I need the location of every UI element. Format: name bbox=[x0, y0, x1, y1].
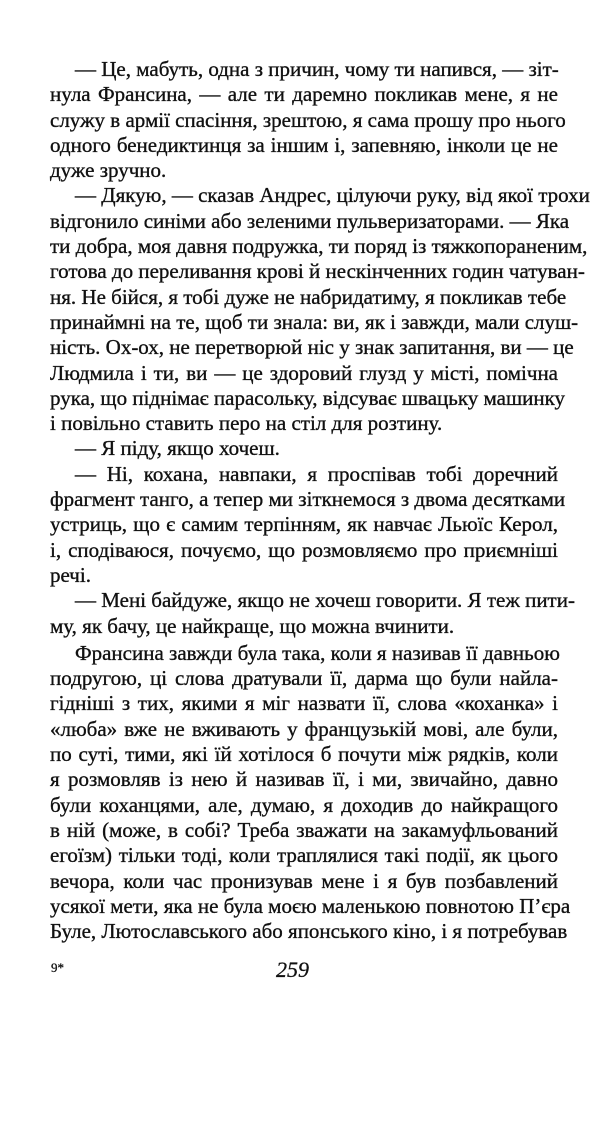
paragraph bbox=[50, 461, 566, 588]
text-line: ність. Ох-ох, не перетворюй ніс у знак запитання, ви — це bbox=[50, 335, 574, 360]
paragraph bbox=[50, 640, 571, 945]
text-line: «люба» вже не вживають у французькій мові, але були, bbox=[50, 716, 558, 741]
text-line: усякої мети, яка не була моєю маленькою повнотою П’єра bbox=[50, 893, 571, 918]
paragraph bbox=[50, 57, 566, 183]
text-line: му, як бачу, це найкраще, що можна вчинити. bbox=[50, 613, 455, 638]
paragraph bbox=[50, 436, 558, 461]
text-line: егоїзм) тільки тоді, коли траплялися такі події, як цього bbox=[50, 843, 558, 868]
text-line: — Мені байдуже, якщо не хочеш говорити. Я теж пити- bbox=[75, 588, 575, 613]
text-line: по суті, тими, які їй хотілося б почути між рядків, коли bbox=[50, 742, 558, 767]
text-line: одного бенедиктинця за іншим і, запевняю, інколи це не bbox=[50, 132, 558, 157]
text-line: Буле, Лютославського або японського кіно, і я потребував bbox=[50, 919, 568, 944]
text-line: ня. Не бійся, я тобі дуже не набридатиму, я покликав тебе bbox=[50, 284, 567, 309]
text-line: відгонило синіми або зеленими пульверизаторами. — Яка bbox=[50, 208, 570, 233]
text-line: нула Франсина, — але ти даремно покликав мене, я не bbox=[50, 82, 558, 107]
paragraph bbox=[50, 183, 590, 436]
text-line: дуже зручно. bbox=[50, 158, 167, 183]
text-line: Людмила і ти, ви — це здоровий глузд у місті, помічна bbox=[50, 360, 558, 385]
text-line: і повільно ставить перо на стіл для розтину. bbox=[50, 411, 443, 436]
text-line: і, сподіваюся, почуємо, що розмовляємо про приємніші bbox=[50, 537, 558, 562]
body-text bbox=[50, 57, 590, 944]
text-line: в ній (може, в собі? Треба зважати на закамуфльований bbox=[50, 817, 558, 842]
text-line: — Я піду, якщо хочеш. bbox=[75, 436, 280, 461]
page-number: 259 bbox=[276, 957, 309, 982]
text-line: фрагмент танго, а тепер ми зіткнемося з двома десятками bbox=[50, 487, 566, 512]
text-line: устриць, що є самим терпінням, як навчає Льюїс Керол, bbox=[50, 512, 558, 537]
text-line: — Це, мабуть, одна з причин, чому ти напився, — зіт- bbox=[75, 57, 559, 81]
text-line: служу в армії спасіння, зрештою, я сама прошу про нього bbox=[50, 107, 566, 132]
text-line: я розмовляв із нею й називав її, і ми, звичайно, давно bbox=[50, 767, 558, 792]
text-line: ти добра, моя давня подружка, ти поряд із тяжкопораненим, bbox=[50, 234, 588, 259]
text-line: — Дякую, — сказав Андрес, цілуючи руку, від якої трохи bbox=[75, 183, 590, 208]
text-line: готова до переливання крові й нескінченних годин чатуван- bbox=[50, 259, 585, 284]
text-line: вечора, коли час пронизував мене і я був позбавлений bbox=[50, 868, 558, 893]
text-line: принаймні на те, щоб ти знала: ви, як і завжди, мали слуш- bbox=[50, 309, 579, 334]
text-line: — Ні, кохана, навпаки, я проспівав тобі доречний bbox=[75, 461, 558, 486]
text-line: рука, що піднімає парасольку, відсуває швацьку машинку bbox=[50, 385, 566, 410]
text-line: Франсина завжди була така, коли я називав її давньою bbox=[75, 640, 560, 665]
paragraph bbox=[50, 588, 575, 639]
text-line: речі. bbox=[50, 562, 91, 587]
text-line: були коханцями, але, думаю, я доходив до найкращого bbox=[50, 792, 558, 817]
signature-mark: 9* bbox=[51, 960, 64, 975]
text-line: подругою, ці слова дратували її, дарма що були найла- bbox=[50, 666, 558, 691]
text-line: гідніші з тих, якими я міг назвати її, слова «коханка» і bbox=[50, 691, 558, 716]
